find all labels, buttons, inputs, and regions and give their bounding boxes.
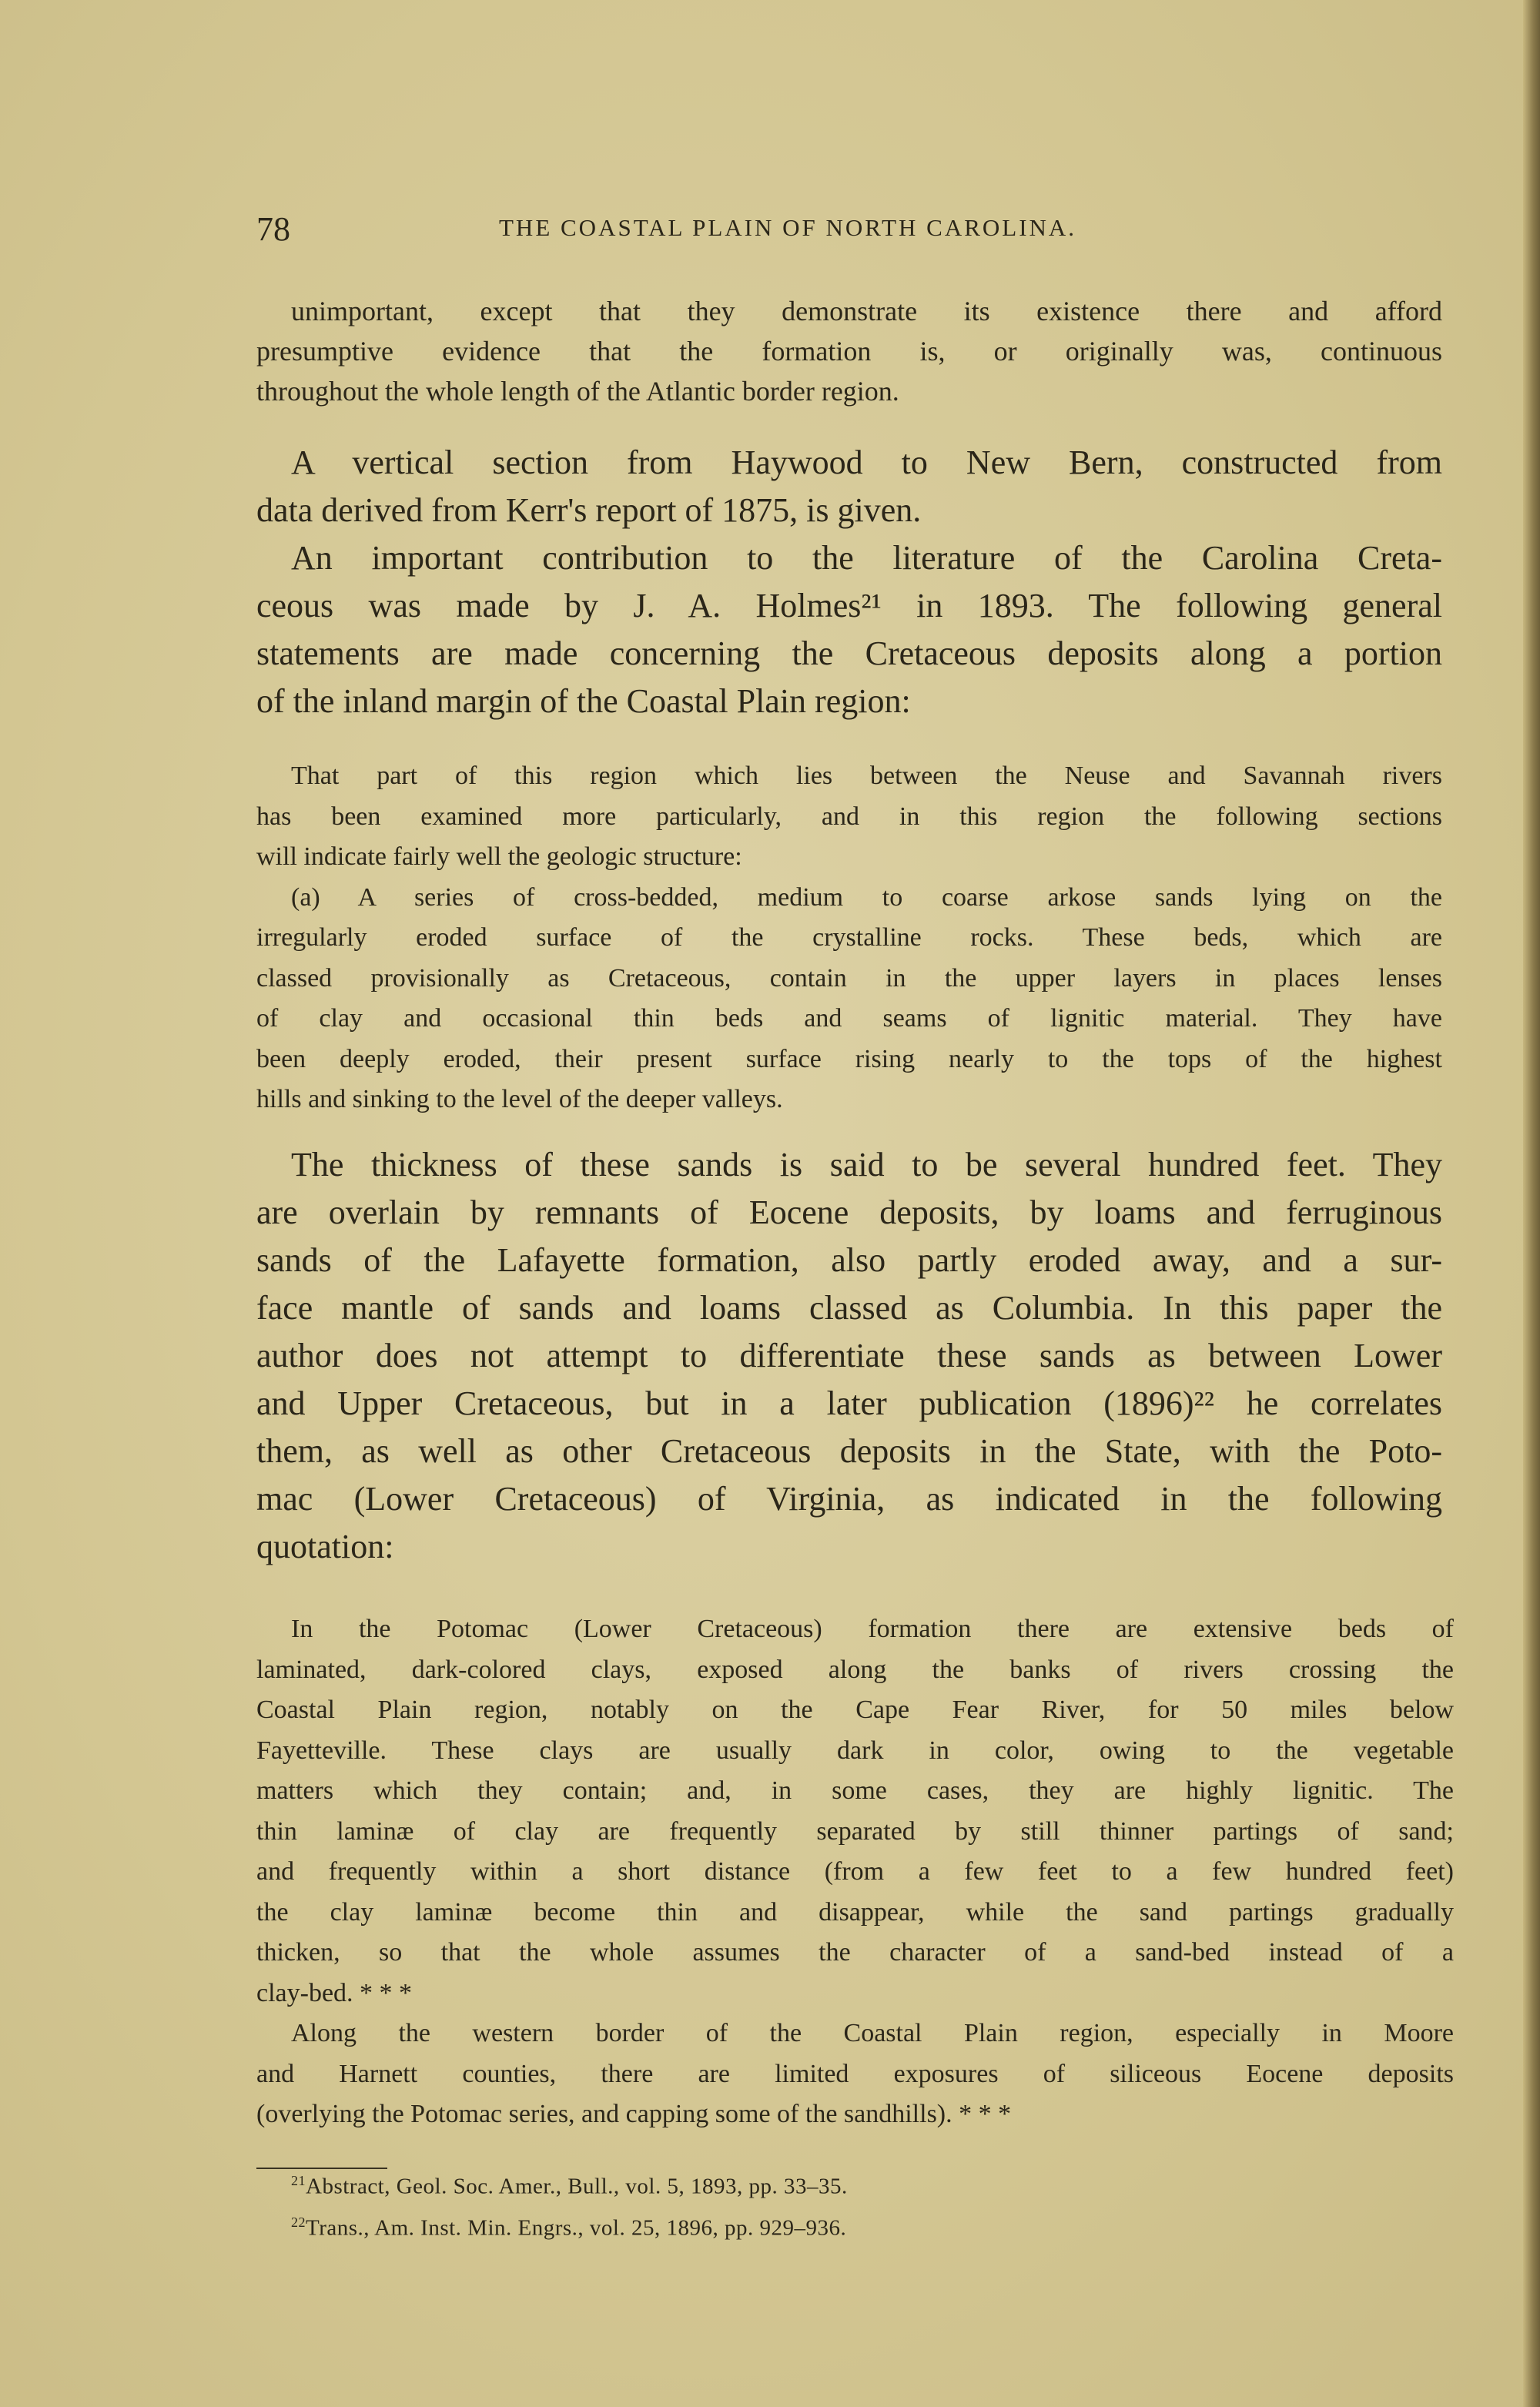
text-line: sands of the Lafayette formation, also partly eroded away, and a sur- bbox=[256, 1241, 1442, 1279]
footnote-rule bbox=[256, 2168, 387, 2169]
text-line: mac (Lower Cretaceous) of Virginia, as indicated in the following bbox=[256, 1480, 1442, 1518]
footnote-mark: 22 bbox=[291, 2215, 306, 2230]
block-quote bbox=[256, 756, 1442, 1120]
footnote-21 bbox=[291, 2173, 848, 2200]
footnote-mark: 21 bbox=[291, 2173, 306, 2188]
text-line: laminated, dark-colored clays, exposed along the banks of rivers crossing the bbox=[256, 1655, 1454, 1684]
paragraph bbox=[256, 1141, 1442, 1571]
paragraph bbox=[256, 439, 1442, 534]
paragraph bbox=[256, 291, 1442, 411]
text-line: author does not attempt to differentiate these sands as between Lower bbox=[256, 1337, 1442, 1374]
text-line: A vertical section from Haywood to New Bern, constructed from bbox=[291, 444, 1442, 481]
text-line: them, as well as other Cretaceous deposits in the State, with the Poto- bbox=[256, 1432, 1442, 1470]
text-line: The thickness of these sands is said to be several hundred feet. They bbox=[291, 1146, 1442, 1183]
text-line: An important contribution to the literature of the Carolina Creta- bbox=[291, 539, 1442, 577]
text-line: (overlying the Potomac series, and capping some of the sandhills). * * * bbox=[256, 2100, 1012, 2128]
text-line: will indicate fairly well the geologic structure: bbox=[256, 842, 742, 871]
text-line: throughout the whole length of the Atlantic border region. bbox=[256, 376, 899, 407]
text-line: (a) A series of cross-bedded, medium to coarse arkose sands lying on the bbox=[291, 882, 1442, 912]
text-line: hills and sinking to the level of the deeper valleys. bbox=[256, 1085, 783, 1113]
text-line: statements are made concerning the Cretaceous deposits along a portion bbox=[256, 634, 1442, 672]
text-line: of the inland margin of the Coastal Plain region: bbox=[256, 682, 911, 720]
text-line: ceous was made by J. A. Holmes²¹ in 1893. The following general bbox=[256, 587, 1442, 624]
text-block bbox=[256, 1141, 1442, 1571]
text-line: Along the western border of the Coastal Plain region, especially in Moore bbox=[291, 2019, 1454, 2047]
text-line: of clay and occasional thin beds and seams of lignitic material. They have bbox=[256, 1004, 1442, 1033]
text-line: Coastal Plain region, notably on the Cape Fear River, for 50 miles below bbox=[256, 1696, 1454, 1724]
text-line: are overlain by remnants of Eocene deposits, by loams and ferruginous bbox=[256, 1193, 1442, 1231]
text-line: thin laminæ of clay are frequently separated by still thinner partings of sand; bbox=[256, 1816, 1454, 1846]
text-line: quotation: bbox=[256, 1528, 394, 1565]
text-line: classed provisionally as Cretaceous, contain in the upper layers in places lenses bbox=[256, 963, 1442, 993]
text-line: presumptive evidence that the formation is, or originally was, continuous bbox=[256, 336, 1442, 367]
text-line: Fayetteville. These clays are usually dark in color, owing to the vegetable bbox=[256, 1736, 1454, 1765]
footnote-22 bbox=[291, 2215, 846, 2241]
text-line: face mantle of sands and loams classed as Columbia. In this paper the bbox=[256, 1289, 1442, 1327]
text-line: clay-bed. * * * bbox=[256, 1978, 413, 2007]
paragraph bbox=[256, 878, 1442, 1120]
text-block bbox=[256, 291, 1442, 411]
text-line: and frequently within a short distance (from a few feet to a few hundred feet) bbox=[256, 1857, 1454, 1886]
block-quote bbox=[256, 1609, 1454, 2135]
page-edge bbox=[1523, 0, 1540, 2407]
running-title: THE COASTAL PLAIN OF NORTH CAROLINA. bbox=[499, 214, 1077, 241]
page-number: 78 bbox=[256, 210, 290, 248]
text-line: In the Potomac (Lower Cretaceous) formation there are extensive beds of bbox=[291, 1615, 1454, 1643]
text-block bbox=[256, 439, 1442, 725]
footnote-text: Abstract, Geol. Soc. Amer., Bull., vol. 5, 1893, pp. 33–35. bbox=[306, 2174, 848, 2199]
footnote-text: Trans., Am. Inst. Min. Engrs., vol. 25, 1896, pp. 929–936. bbox=[306, 2215, 847, 2241]
paragraph bbox=[256, 2014, 1454, 2135]
text-line: unimportant, except that they demonstrate its existence there and afford bbox=[291, 296, 1442, 326]
paragraph bbox=[256, 756, 1442, 878]
text-line: irregularly eroded surface of the crystalline rocks. These beds, which are bbox=[256, 923, 1442, 952]
text-line: data derived from Kerr's report of 1875, is given. bbox=[256, 491, 922, 529]
text-line: has been examined more particularly, and in this region the following sections bbox=[256, 802, 1442, 831]
text-line: thicken, so that the whole assumes the character of a sand-bed instead of a bbox=[256, 1938, 1454, 1967]
paragraph bbox=[256, 534, 1442, 725]
text-line: the clay laminæ become thin and disappear, while the sand partings gradually bbox=[256, 1897, 1454, 1927]
text-line: been deeply eroded, their present surface rising nearly to the tops of the highest bbox=[256, 1044, 1442, 1073]
text-line: matters which they contain; and, in some cases, they are highly lignitic. The bbox=[256, 1776, 1454, 1805]
paragraph bbox=[256, 1609, 1454, 2014]
text-line: and Upper Cretaceous, but in a later publication (1896)²² he correlates bbox=[256, 1384, 1442, 1422]
text-line: and Harnett counties, there are limited exposures of siliceous Eocene deposits bbox=[256, 2059, 1454, 2088]
text-line: That part of this region which lies between the Neuse and Savannah rivers bbox=[291, 762, 1442, 790]
